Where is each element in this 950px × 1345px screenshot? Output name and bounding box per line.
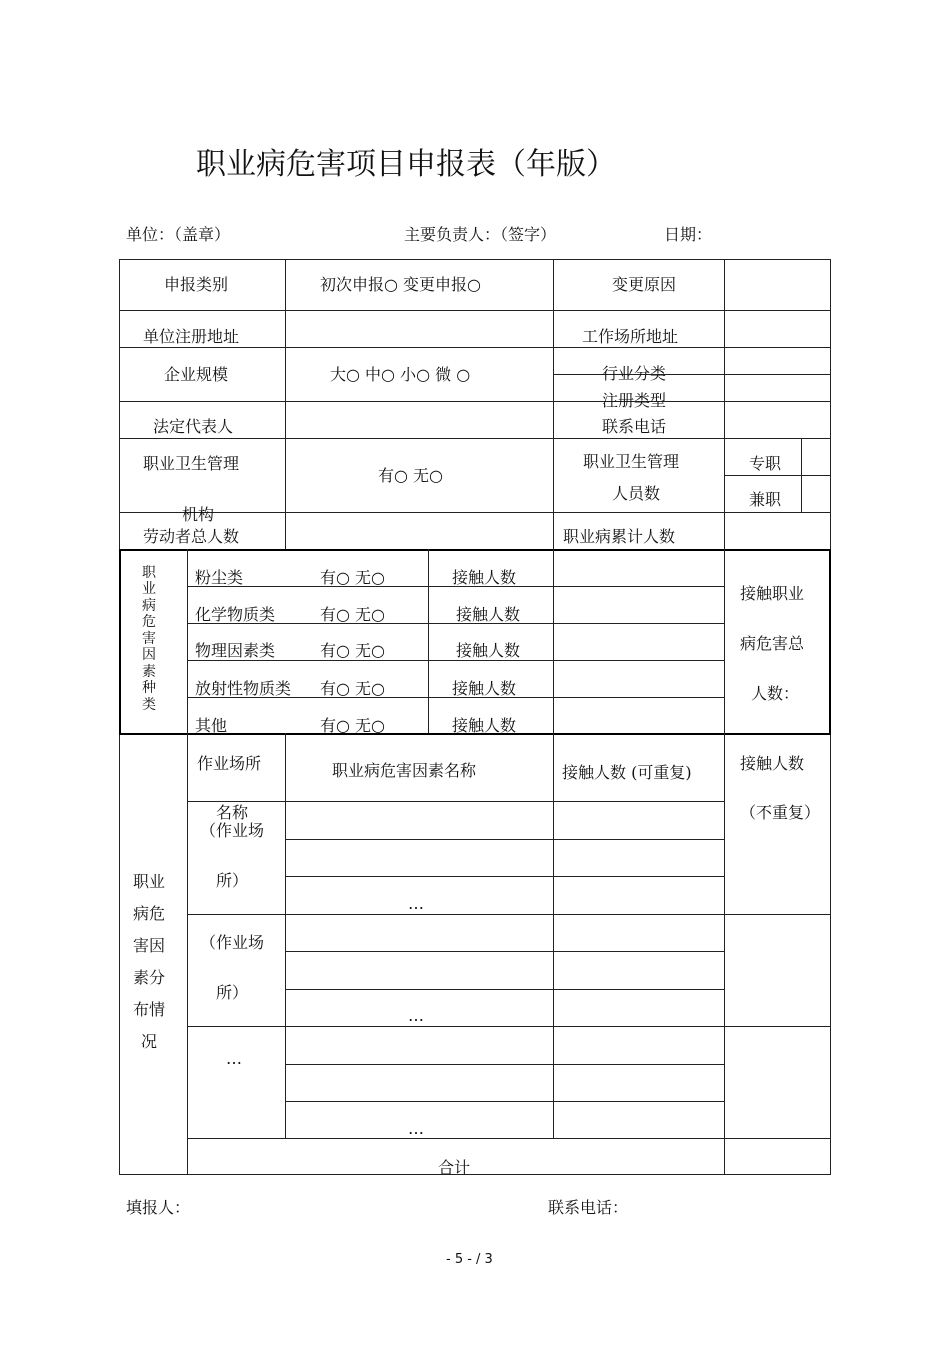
hazard-label-char: 病 [142,598,156,614]
hazard-row-name: 化学物质类 [195,605,276,624]
distribution-label-line: 素分 [133,968,166,987]
workplace-1-name-2: 所） [216,871,249,890]
workplace-2-name-2: 所） [216,983,249,1002]
scale-options[interactable]: 大○ 中○ 小○ 微 ○ [330,365,471,384]
workplace-2-name: （作业场 [200,933,265,952]
ellipsis: … [408,894,424,913]
form-title: 职业病危害项目申报表（年版） [196,147,616,182]
workplace-address-label: 工作场所地址 [582,327,679,346]
unit-label: 单位：（盖章） [126,225,231,244]
total-workers-label: 劳动者总人数 [143,527,240,546]
hazard-row-contact: 接触人数 [456,641,521,660]
hazard-row-yes-no[interactable]: 有○ 无○ [320,716,386,735]
legal-rep-label: 法定代表人 [153,417,234,436]
hazard-total-label-2: 病危害总 [740,634,805,653]
distribution-label-line: 害因 [133,936,166,955]
oh-mgmt-yes-no[interactable]: 有○ 无○ [378,466,444,485]
contact-phone-label: 联系电话 [602,417,667,436]
oh-mgmt-org-label: 机构 [182,505,215,524]
part-time-label: 兼职 [749,490,782,509]
hazard-row-yes-no[interactable]: 有○ 无○ [320,568,386,587]
change-reason-label: 变更原因 [612,275,677,294]
principal-label: 主要负责人：（签字） [404,225,557,244]
hazard-label-char: 类 [142,697,156,713]
workplace-3-name: … [226,1049,242,1068]
hazard-total-label-3: 人数： [751,684,800,703]
hazard-row-name: 粉尘类 [195,568,244,587]
hazard-row-yes-no[interactable]: 有○ 无○ [320,641,386,660]
ellipsis: … [408,1006,424,1025]
hazard-row-yes-no[interactable]: 有○ 无○ [320,679,386,698]
hazard-label-char: 害 [142,631,156,647]
hazard-row-name: 物理因素类 [195,641,276,660]
distribution-label-line: 布情 [133,1000,166,1019]
workplace-1-name: （作业场 [200,821,265,840]
footer-phone-label: 联系电话： [548,1198,629,1217]
col-workplace-name-label: 名称 [216,803,249,822]
full-time-label: 专职 [749,454,782,473]
enterprise-scale-label: 企业规模 [164,365,229,384]
hazard-label-char: 职 [142,565,156,581]
ellipsis: … [408,1119,424,1138]
hazard-label-char: 危 [142,614,156,630]
col-factor-label: 职业病危害因素名称 [332,761,477,780]
hazard-row-contact: 接触人数 [452,716,517,735]
registration-type-label: 注册类型 [602,391,667,410]
hazard-row-contact: 接触人数 [452,679,517,698]
col-contact-repeat-label: 接触人数 (可重复) [562,763,692,782]
filler-label: 填报人： [126,1198,191,1217]
page-number: - 5 - / 3 [446,1252,493,1267]
hazard-row-name: 放射性物质类 [195,679,292,698]
hazard-label-char: 业 [142,581,156,597]
oh-mgmt-label: 职业卫生管理 [143,454,240,473]
declaration-type-label: 申报类别 [164,275,229,294]
hazard-label-char: 素 [142,664,156,680]
col-contact-norepeat-label-2: （不重复） [740,803,821,822]
hazard-label-char: 种 [142,680,156,696]
declaration-options[interactable]: 初次申报○ 变更申报○ [320,275,482,294]
distribution-label-line: 病危 [133,904,166,923]
registered-address-label: 单位注册地址 [143,327,240,346]
distribution-label-line: 况 [141,1032,158,1051]
oh-staff-label-1: 职业卫生管理 [583,452,680,471]
hazard-row-contact: 接触人数 [456,605,521,624]
col-workplace-label: 作业场所 [197,754,262,773]
oh-staff-label-2: 人员数 [612,484,661,503]
col-contact-norepeat-label: 接触人数 [740,754,805,773]
hazard-row-name: 其他 [195,716,228,735]
hazard-row-yes-no[interactable]: 有○ 无○ [320,605,386,624]
cumulative-cases-label: 职业病累计人数 [563,527,676,546]
total-label: 合计 [438,1158,471,1177]
distribution-label-line: 职业 [133,872,166,891]
hazard-row-contact: 接触人数 [452,568,517,587]
hazard-label-char: 因 [142,647,156,663]
industry-label: 行业分类 [602,364,667,383]
hazard-total-label-1: 接触职业 [740,584,805,603]
date-label: 日期： [664,225,713,244]
